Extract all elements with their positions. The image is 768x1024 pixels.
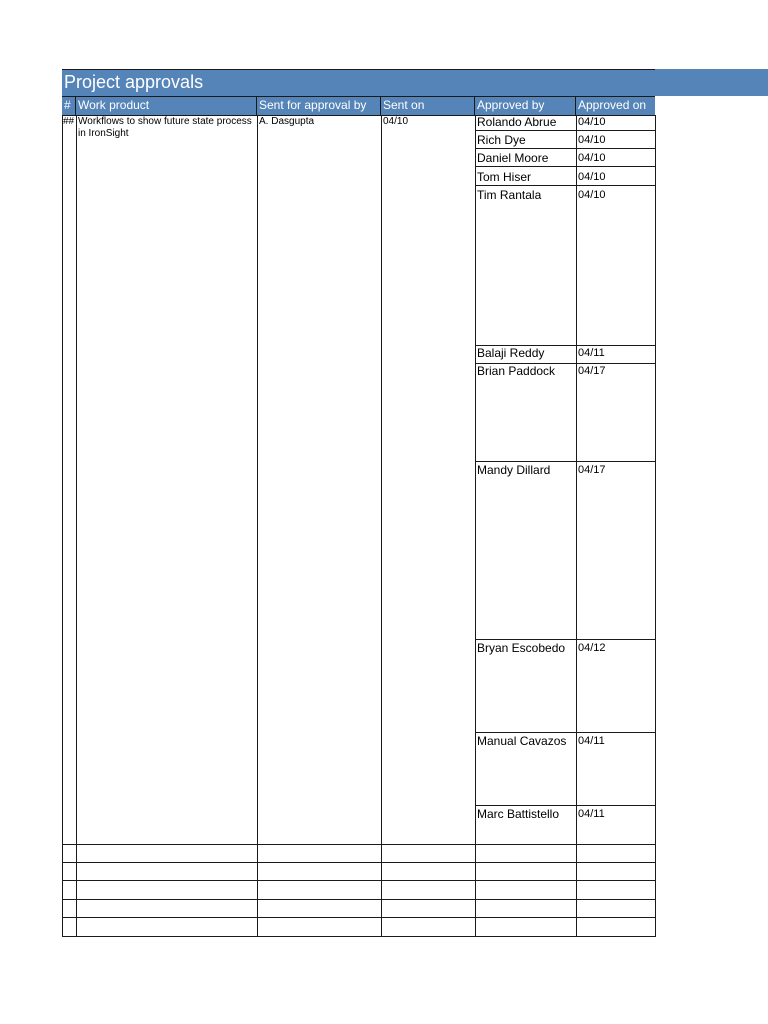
row-divider bbox=[475, 148, 655, 149]
approval-date[interactable]: 04/11 bbox=[578, 735, 605, 747]
approval-date[interactable]: 04/11 bbox=[578, 808, 605, 820]
approval-date[interactable]: 04/10 bbox=[578, 116, 606, 128]
row-divider bbox=[475, 805, 655, 806]
approval-date[interactable]: 04/11 bbox=[578, 347, 605, 359]
approver-name[interactable]: Manual Cavazos bbox=[477, 734, 567, 748]
row-divider bbox=[475, 732, 655, 733]
table-header-row bbox=[62, 96, 655, 116]
approver-name[interactable]: Bryan Escobedo bbox=[477, 641, 566, 655]
row-divider bbox=[475, 130, 655, 131]
approver-name[interactable]: Tim Rantala bbox=[477, 188, 542, 202]
row-divider bbox=[475, 639, 655, 640]
header-work-product[interactable]: Work product bbox=[75, 97, 256, 115]
row-divider bbox=[63, 844, 655, 845]
approvals-table bbox=[62, 115, 656, 937]
column-divider bbox=[257, 115, 258, 936]
approval-date[interactable]: 04/10 bbox=[578, 134, 606, 146]
header-approved-by[interactable]: Approved by bbox=[474, 97, 573, 115]
header-sent-on[interactable]: Sent on bbox=[380, 97, 473, 115]
column-divider bbox=[576, 115, 577, 936]
entry-work-product[interactable]: Workflows to show future state process in IronSight bbox=[78, 116, 252, 139]
approver-name[interactable]: Tom Hiser bbox=[477, 170, 532, 184]
header-approved-on[interactable]: Approved on bbox=[575, 97, 656, 115]
column-divider bbox=[381, 115, 382, 936]
row-divider bbox=[63, 862, 655, 863]
sheet-title: Project approvals bbox=[64, 72, 204, 92]
approval-date[interactable]: 04/10 bbox=[578, 152, 606, 164]
approver-name[interactable]: Mandy Dillard bbox=[477, 463, 551, 477]
row-divider bbox=[475, 461, 655, 462]
row-divider bbox=[475, 166, 655, 167]
approver-name[interactable]: Brian Paddock bbox=[477, 364, 556, 378]
entry-sent-on[interactable]: 04/10 bbox=[383, 116, 409, 127]
entry-num[interactable]: ## bbox=[63, 116, 75, 127]
row-divider bbox=[63, 917, 655, 918]
approver-name[interactable]: Rich Dye bbox=[477, 133, 526, 147]
column-divider bbox=[475, 115, 476, 936]
approver-name[interactable]: Rolando Abrue bbox=[477, 115, 557, 129]
approval-date[interactable]: 04/10 bbox=[578, 189, 606, 201]
approval-date[interactable]: 04/12 bbox=[578, 642, 606, 654]
row-divider bbox=[475, 185, 655, 186]
approver-name[interactable]: Daniel Moore bbox=[477, 151, 549, 165]
header-sent-by[interactable]: Sent for approval by bbox=[256, 97, 379, 115]
approval-date[interactable]: 04/10 bbox=[578, 171, 606, 183]
approval-date[interactable]: 04/17 bbox=[578, 365, 606, 377]
approver-name[interactable]: Balaji Reddy bbox=[477, 346, 545, 360]
entry-sent-by[interactable]: A. Dasgupta bbox=[259, 116, 315, 127]
column-divider bbox=[76, 115, 77, 936]
approval-date[interactable]: 04/17 bbox=[578, 464, 606, 476]
approver-name[interactable]: Marc Battistello bbox=[477, 807, 560, 821]
row-divider bbox=[63, 880, 655, 881]
header-num[interactable]: # bbox=[64, 98, 71, 112]
row-divider bbox=[63, 899, 655, 900]
